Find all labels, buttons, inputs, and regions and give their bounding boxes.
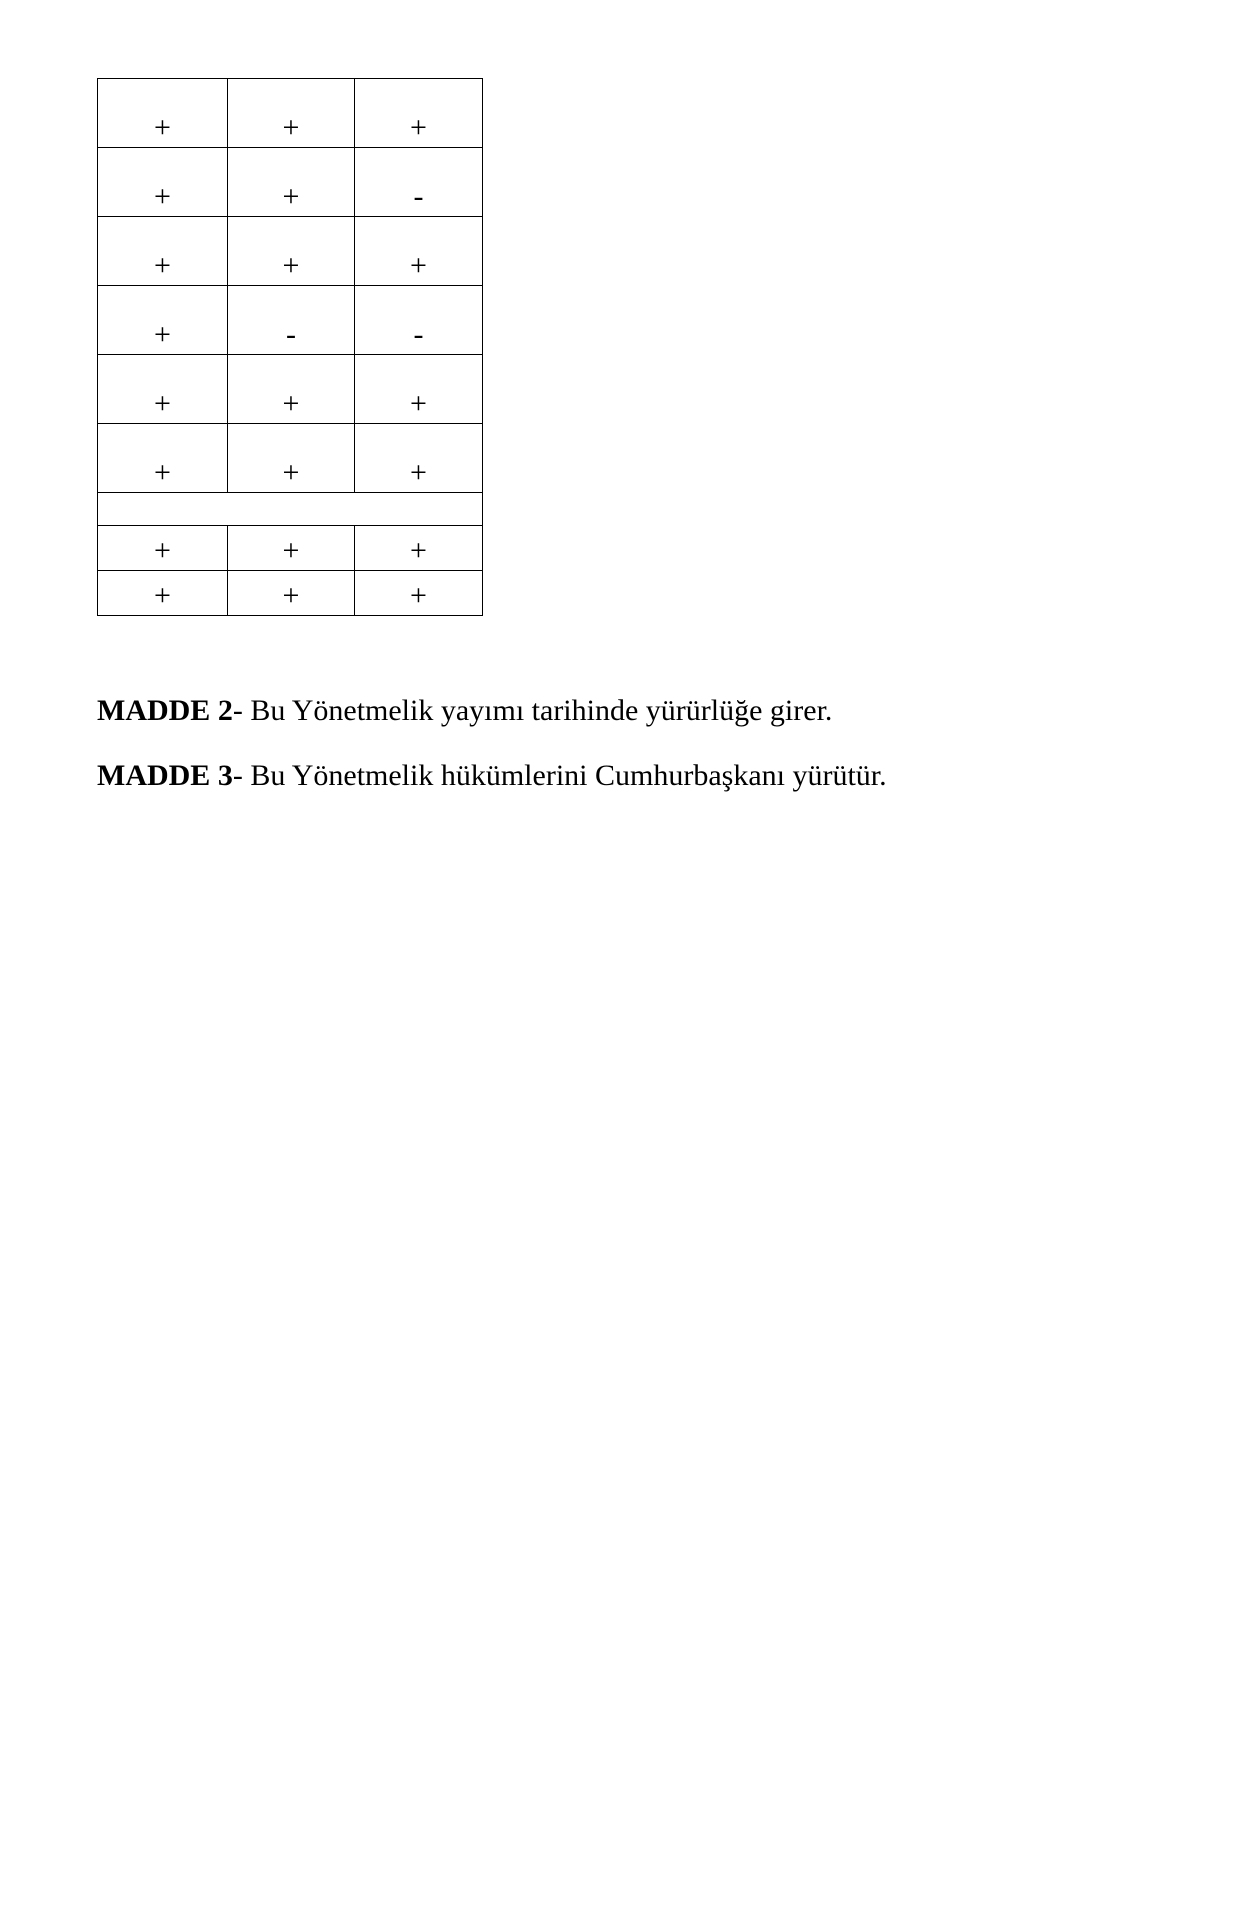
table-cell: - xyxy=(355,286,483,355)
article-3-text: - Bu Yönetmelik hükümlerini Cumhurbaşkanı yürütür. xyxy=(232,759,887,792)
table-cell: + xyxy=(355,355,483,424)
table-row xyxy=(98,424,483,493)
criteria-table xyxy=(97,78,483,616)
article-3-lead: MADDE 3 xyxy=(97,759,233,792)
table-spacer-row xyxy=(98,493,483,526)
table-cell: - xyxy=(228,286,355,355)
article-2-lead: MADDE 2 xyxy=(97,694,233,727)
table-row xyxy=(98,79,483,148)
table-cell: + xyxy=(228,148,355,217)
table-cell: + xyxy=(98,526,228,571)
table-cell: + xyxy=(355,424,483,493)
table-cell: + xyxy=(98,424,228,493)
table-row xyxy=(98,148,483,217)
table-body xyxy=(98,79,483,616)
table-cell: + xyxy=(228,424,355,493)
article-3 xyxy=(97,758,887,794)
table-row xyxy=(98,526,483,571)
table-cell: + xyxy=(98,148,228,217)
table-cell: + xyxy=(98,286,228,355)
article-2-text: - Bu Yönetmelik yayımı tarihinde yürürlüğe girer. xyxy=(232,694,833,727)
table-cell: + xyxy=(228,526,355,571)
table-cell: + xyxy=(355,526,483,571)
table-row xyxy=(98,217,483,286)
table-cell: + xyxy=(355,79,483,148)
table-row xyxy=(98,571,483,616)
table-cell: + xyxy=(228,355,355,424)
table-cell: + xyxy=(98,571,228,616)
table-cell: + xyxy=(98,79,228,148)
article-2 xyxy=(97,693,832,729)
table-cell xyxy=(98,493,483,526)
table-cell: + xyxy=(228,79,355,148)
table-cell: + xyxy=(98,217,228,286)
table-cell: - xyxy=(355,148,483,217)
table-cell: + xyxy=(355,217,483,286)
table-cell: + xyxy=(98,355,228,424)
table-row xyxy=(98,286,483,355)
table-row xyxy=(98,355,483,424)
table-cell: + xyxy=(228,571,355,616)
table-cell: + xyxy=(355,571,483,616)
table-cell: + xyxy=(228,217,355,286)
